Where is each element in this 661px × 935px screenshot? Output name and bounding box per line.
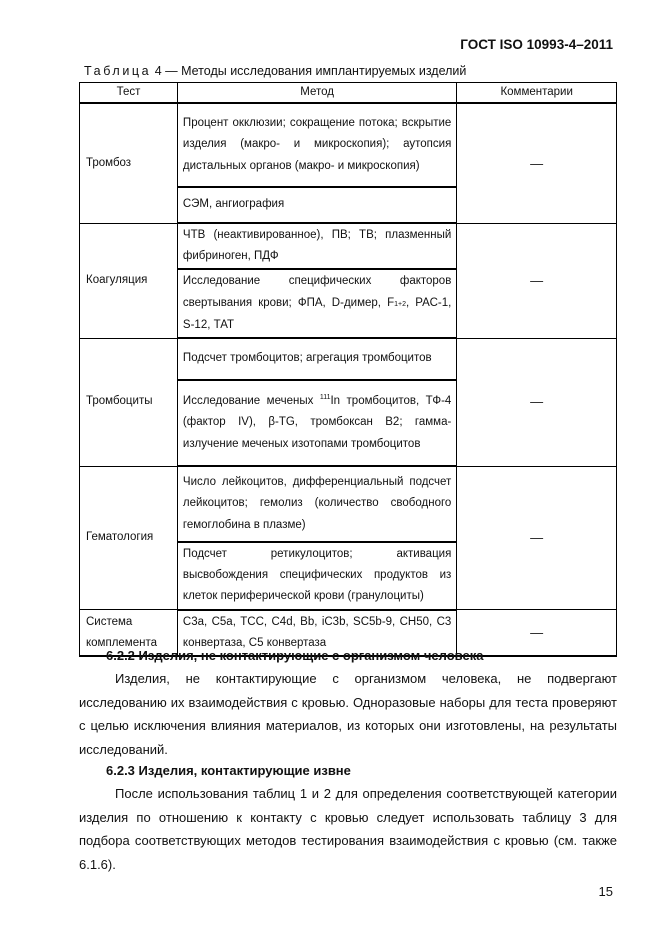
- method-text: Число лейкоцитов, дифференциальный подсчет лейкоцитов; гемолиз (количество свободного гемоглобина в плазме): [182, 476, 452, 531]
- method-text-part: , РАС-1, S-12, ТАТ: [182, 296, 452, 331]
- method-text: Подсчет тромбоцитов; агрегация тромбоцитов: [182, 352, 432, 365]
- comment-cell: —: [457, 466, 617, 610]
- page-number: 15: [598, 884, 613, 899]
- comment-cell: —: [457, 223, 617, 338]
- method-text: СЭМ, ангиография: [182, 198, 285, 211]
- test-cell: Тромбоз: [80, 103, 178, 223]
- table-caption-prefix: Таблица: [84, 64, 152, 78]
- method-text: [183, 270, 451, 337]
- table-row: [80, 338, 617, 380]
- table-caption-title: 4 — Методы исследования имплантируемых изделий: [151, 64, 467, 78]
- method-cell: [177, 223, 456, 269]
- superscript-text: 111: [319, 394, 331, 402]
- method-cell: [177, 269, 456, 338]
- method-cell: [177, 338, 456, 380]
- method-cell: [177, 380, 456, 466]
- method-text-part: In тромбоцитов, ТФ-4 (фактор IV), β-TG, тромбоксан В2; гамма-излучение меченых изотопами тромбоцитов: [182, 395, 452, 450]
- table-header-row: [80, 83, 617, 104]
- method-text: ЧТВ (неактивированное), ПВ; ТВ; плазменный фибриноген, ПДФ: [182, 229, 452, 263]
- column-header-test: Тест: [80, 83, 178, 104]
- method-text: Процент окклюзии; сокращение потока; вскрытие изделия (макро- и микроскопия); аутопсия дистальных органов (макро- и микроскопия): [182, 117, 452, 172]
- test-cell: Система комплемента: [80, 610, 178, 656]
- column-header-comments: Комментарии: [457, 83, 617, 104]
- table-row: [80, 103, 617, 187]
- method-cell: [177, 103, 456, 187]
- section-paragraph: После использования таблиц 1 и 2 для определения соответствующей категории изделия по отношению к контакту с кровью следует использовать таблицу 3 для подбора соответствующих методов тестирования взаимодействия с кровью (см. также 6.1.6).: [79, 786, 617, 872]
- section-heading: 6.2.2 Изделия, не контактирующие с организмом человека: [106, 648, 484, 663]
- method-cell: [177, 542, 456, 610]
- section-heading: 6.2.3 Изделия, контактирующие извне: [106, 763, 351, 778]
- method-cell: [177, 466, 456, 542]
- standard-designation: ГОСТ ISO 10993-4–2011: [460, 37, 613, 52]
- subscript-text: 1+2: [394, 300, 406, 308]
- method-text: С3а, С5а, ТСС, С4d, Вb, iС3b, SC5b-9, СН50, С3 конвертаза, С5 конвертаза: [182, 615, 452, 649]
- method-cell: [177, 187, 456, 223]
- method-text-part: Исследование специфических факторов свертывания крови; ФПА, D-димер, F: [182, 275, 452, 309]
- method-text-part: Исследование меченых: [182, 395, 320, 408]
- test-cell: Гематология: [80, 466, 178, 610]
- comment-cell: —: [457, 103, 617, 223]
- methods-table: [79, 82, 617, 657]
- comment-cell: —: [457, 338, 617, 466]
- column-header-method: Метод: [177, 83, 456, 104]
- test-cell: Тромбоциты: [80, 338, 178, 466]
- test-cell: Коагуляция: [80, 223, 178, 338]
- method-text: [183, 390, 451, 456]
- comment-cell: —: [457, 610, 617, 656]
- table-caption: [84, 64, 466, 78]
- method-text: Подсчет ретикулоцитов; активация высвобождения специфических продуктов из клеток периферической крови (гранулоциты): [182, 548, 452, 603]
- table-row: [80, 223, 617, 269]
- table-row: [80, 466, 617, 542]
- section-paragraph: Изделия, не контактирующие с организмом человека, не подвергают исследованию их взаимодействия с кровью. Одноразовые наборы для теста проверяют с целью исключения влияния материалов, из которых они изготовлены, на результаты исследований.: [79, 671, 617, 757]
